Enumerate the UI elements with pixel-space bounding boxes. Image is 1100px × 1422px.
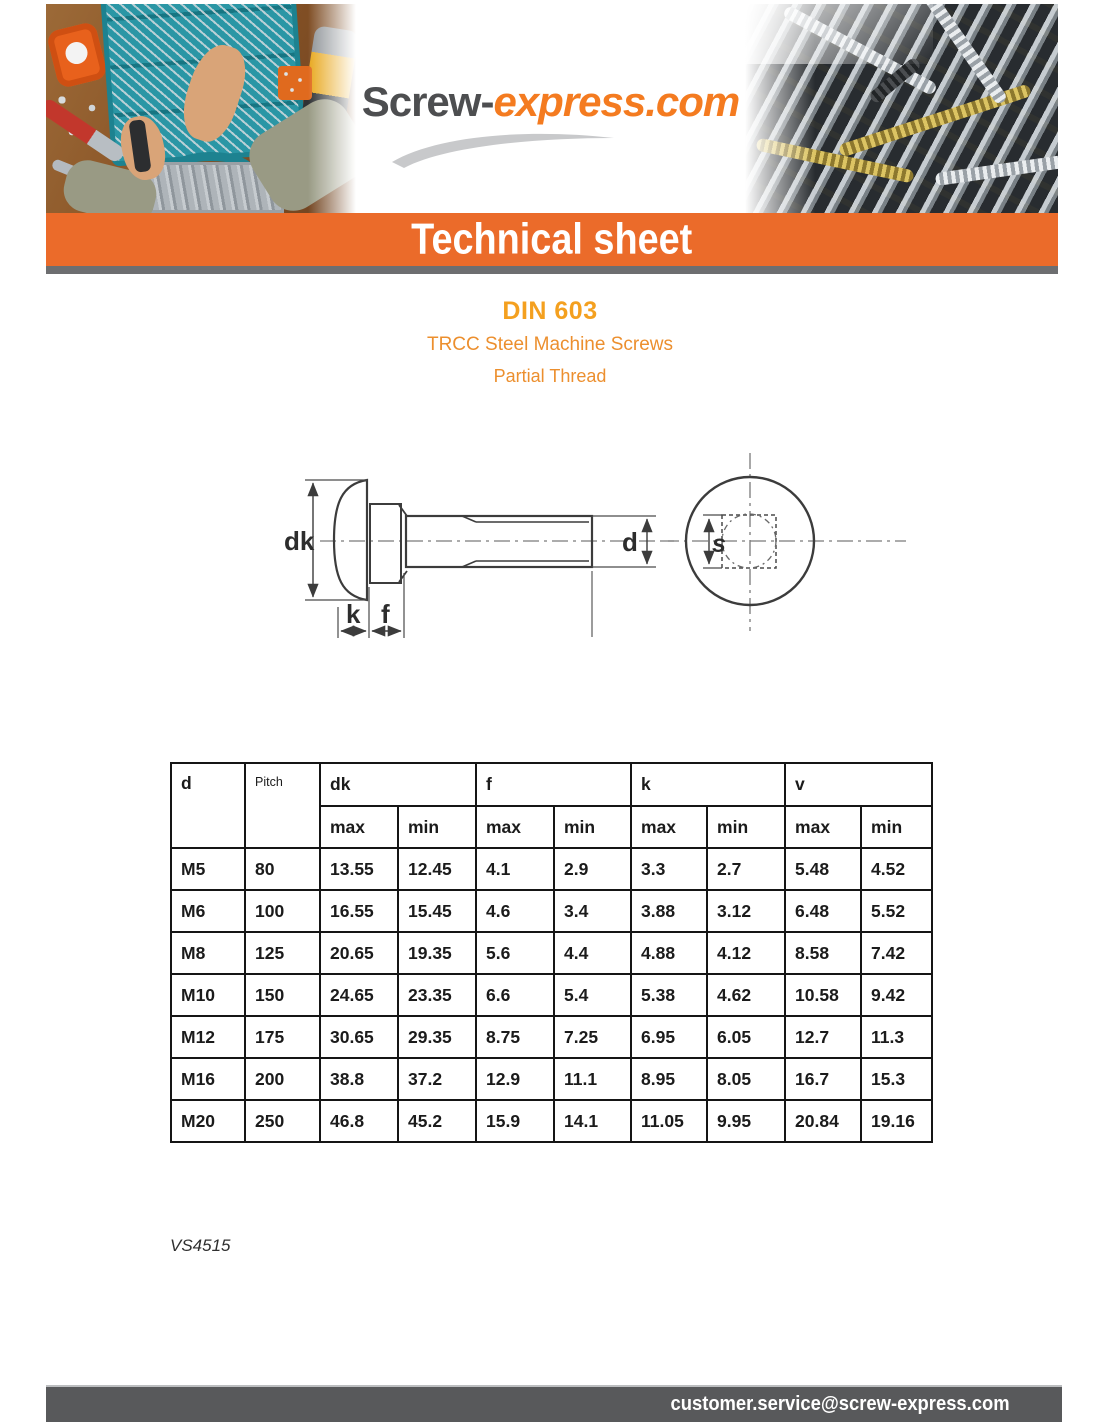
- cell-f-max: 8.75: [476, 1016, 554, 1058]
- col-header-v-min: min: [861, 806, 932, 848]
- standard-heading: DIN 603: [502, 297, 598, 325]
- col-group-dk: dk: [320, 763, 476, 806]
- doc-code: VS4515: [170, 1236, 231, 1255]
- cell-k-max: 3.3: [631, 848, 707, 890]
- col-group-v: v: [785, 763, 932, 806]
- cell-f-min: 2.9: [554, 848, 631, 890]
- cell-v-max: 16.7: [785, 1058, 861, 1100]
- footer-bar: [46, 1385, 1062, 1422]
- col-group-k: k: [631, 763, 785, 806]
- cell-f-max: 4.6: [476, 890, 554, 932]
- f-label: f: [381, 599, 390, 629]
- cell-v-max: 8.58: [785, 932, 861, 974]
- carriage-bolt-drawing: [250, 440, 950, 670]
- photo-fade: [745, 4, 815, 213]
- footer-email-link[interactable]: customer.service@screw-express.com: [670, 1392, 1010, 1416]
- cell-dk-max: 20.65: [320, 932, 398, 974]
- bolt-head-outline: [334, 480, 367, 600]
- cell-pitch: 80: [245, 848, 320, 890]
- cell-k-max: 11.05: [631, 1100, 707, 1142]
- s-label: s: [712, 530, 726, 558]
- cell-k-max: 6.95: [631, 1016, 707, 1058]
- cell-f-max: 12.9: [476, 1058, 554, 1100]
- k-label: k: [346, 599, 361, 629]
- cell-k-max: 5.38: [631, 974, 707, 1016]
- cell-f-min: 7.25: [554, 1016, 631, 1058]
- cell-k-min: 2.7: [707, 848, 785, 890]
- col-header-f-max: max: [476, 806, 554, 848]
- cell-dk-min: 19.35: [398, 932, 476, 974]
- cell-v-min: 5.52: [861, 890, 932, 932]
- product-subtitle: TRCC Steel Machine Screws: [426, 334, 674, 355]
- cell-pitch: 150: [245, 974, 320, 1016]
- cell-pitch: 100: [245, 890, 320, 932]
- cell-k-max: 3.88: [631, 890, 707, 932]
- d-label: d: [622, 527, 638, 557]
- workshop-photo: [46, 4, 356, 213]
- parts-bin-image: [278, 66, 312, 100]
- col-header-v-max: max: [785, 806, 861, 848]
- cell-v-max: 12.7: [785, 1016, 861, 1058]
- col-group-f: f: [476, 763, 631, 806]
- cell-v-min: 9.42: [861, 974, 932, 1016]
- cell-f-min: 4.4: [554, 932, 631, 974]
- cell-k-min: 3.12: [707, 890, 785, 932]
- photo-fade: [308, 4, 356, 213]
- cell-size: M20: [171, 1100, 245, 1142]
- cell-dk-min: 29.35: [398, 1016, 476, 1058]
- cell-f-min: 5.4: [554, 974, 631, 1016]
- col-header-d: d: [171, 763, 245, 848]
- cell-dk-min: 12.45: [398, 848, 476, 890]
- logo-area: [356, 4, 745, 213]
- cell-size: M5: [171, 848, 245, 890]
- cell-f-max: 4.1: [476, 848, 554, 890]
- col-header-k-max: max: [631, 806, 707, 848]
- logo-swoosh-icon: [386, 128, 626, 170]
- cell-k-min: 6.05: [707, 1016, 785, 1058]
- cell-f-max: 15.9: [476, 1100, 554, 1142]
- cell-pitch: 175: [245, 1016, 320, 1058]
- cell-v-min: 19.16: [861, 1100, 932, 1142]
- cell-dk-max: 38.8: [320, 1058, 398, 1100]
- thread-subtitle: Partial Thread: [493, 366, 607, 386]
- cell-pitch: 250: [245, 1100, 320, 1142]
- cell-f-min: 11.1: [554, 1058, 631, 1100]
- col-header-dk-max: max: [320, 806, 398, 848]
- table-row: [171, 1058, 932, 1100]
- screws-photo: [745, 4, 1058, 213]
- cell-v-min: 11.3: [861, 1016, 932, 1058]
- cell-size: M16: [171, 1058, 245, 1100]
- cell-pitch: 200: [245, 1058, 320, 1100]
- banner-shadow: [46, 266, 1058, 274]
- cell-v-max: 6.48: [785, 890, 861, 932]
- cell-size: M12: [171, 1016, 245, 1058]
- cell-dk-max: 13.55: [320, 848, 398, 890]
- table-row: [171, 890, 932, 932]
- col-header-f-min: min: [554, 806, 631, 848]
- cell-dk-max: 16.55: [320, 890, 398, 932]
- cell-dk-min: 37.2: [398, 1058, 476, 1100]
- col-header-pitch: Pitch: [245, 763, 320, 848]
- table-row: [171, 974, 932, 1016]
- cell-dk-max: 24.65: [320, 974, 398, 1016]
- table-row: [171, 1016, 932, 1058]
- cell-k-min: 8.05: [707, 1058, 785, 1100]
- cell-f-min: 3.4: [554, 890, 631, 932]
- banner-title: Technical sheet: [411, 214, 693, 264]
- cell-v-max: 20.84: [785, 1100, 861, 1142]
- col-header-dk-min: min: [398, 806, 476, 848]
- cell-dk-min: 15.45: [398, 890, 476, 932]
- cell-f-max: 6.6: [476, 974, 554, 1016]
- table-row: [171, 848, 932, 890]
- cell-size: M8: [171, 932, 245, 974]
- table-header-row-groups: [171, 763, 932, 806]
- cell-pitch: 125: [245, 932, 320, 974]
- cell-k-max: 8.95: [631, 1058, 707, 1100]
- cell-dk-min: 45.2: [398, 1100, 476, 1142]
- logo-text-suffix: express.com: [493, 78, 740, 125]
- cell-k-min: 9.95: [707, 1100, 785, 1142]
- table-row: [171, 932, 932, 974]
- cell-v-min: 15.3: [861, 1058, 932, 1100]
- cell-k-min: 4.62: [707, 974, 785, 1016]
- cell-k-max: 4.88: [631, 932, 707, 974]
- cell-k-min: 4.12: [707, 932, 785, 974]
- cell-size: M6: [171, 890, 245, 932]
- cell-f-min: 14.1: [554, 1100, 631, 1142]
- cell-v-min: 4.52: [861, 848, 932, 890]
- cell-f-max: 5.6: [476, 932, 554, 974]
- col-header-k-min: min: [707, 806, 785, 848]
- cell-v-min: 7.42: [861, 932, 932, 974]
- logo: [356, 78, 745, 126]
- tape-measure-image: [46, 21, 108, 89]
- cell-dk-max: 46.8: [320, 1100, 398, 1142]
- cell-v-max: 5.48: [785, 848, 861, 890]
- cell-v-max: 10.58: [785, 974, 861, 1016]
- dk-label: dk: [284, 526, 315, 556]
- cell-dk-max: 30.65: [320, 1016, 398, 1058]
- logo-text-prefix: Screw-: [361, 78, 494, 125]
- table-row: [171, 1100, 932, 1142]
- cell-dk-min: 23.35: [398, 974, 476, 1016]
- square-neck: [370, 504, 401, 583]
- cell-size: M10: [171, 974, 245, 1016]
- title-banner: [46, 213, 1058, 266]
- spec-table: [170, 762, 933, 1143]
